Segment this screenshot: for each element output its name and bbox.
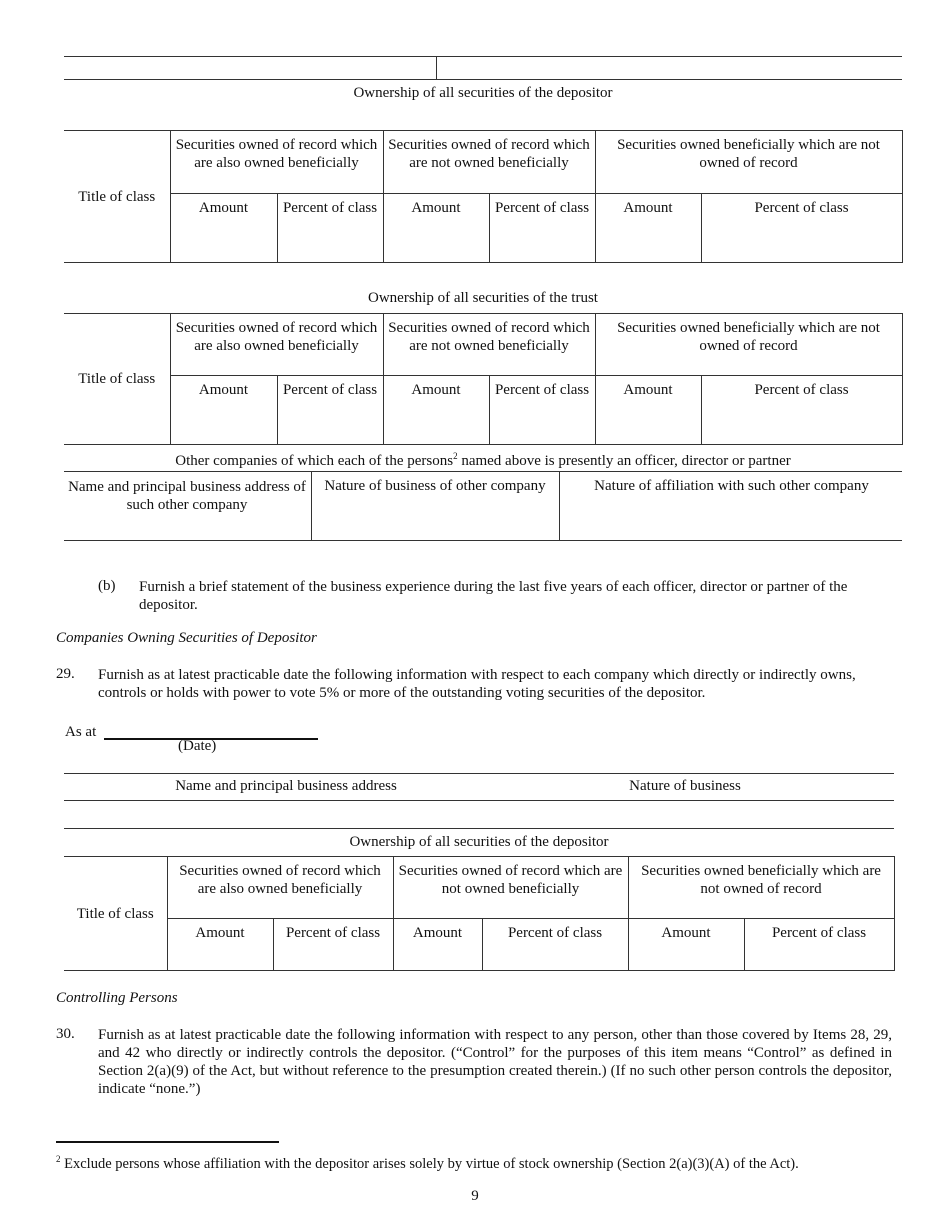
amount-header: Amount: [383, 194, 489, 263]
nature-of-business-header: Nature of business: [629, 778, 741, 794]
group-header: Securities owned of record which are also owned beneficially: [170, 314, 383, 376]
divider: [64, 540, 902, 541]
table-caption: Ownership of all securities of the trust: [368, 290, 598, 306]
percent-header: Percent of class: [277, 376, 383, 445]
divider: [436, 56, 437, 79]
page-number: 9: [471, 1188, 479, 1204]
group-header: Securities owned beneficially which are not owned of record: [595, 314, 902, 376]
table-caption: Ownership of all securities of the depositor: [349, 834, 609, 850]
group-header: Securities owned beneficially which are not owned of record: [628, 857, 894, 919]
footnote-ref: 2: [453, 451, 458, 461]
title-of-class-header: Title of class: [64, 857, 167, 971]
divider: [64, 56, 902, 57]
divider: [64, 800, 894, 801]
item-number: 29.: [56, 666, 75, 682]
item-text: Furnish as at latest practicable date the following information with respect to any person, other than those covered by Items 28, 29, and 42 who directly or indirectly controls the depositor. (“Control” for the purposes of this item means “Control” as defined in Section 2(a)(9) of the Act, but without reference to the presumption created therein.) (If no such other person controls the depositor, indicate “none.”): [98, 1027, 892, 1097]
percent-header: Percent of class: [701, 194, 902, 263]
item-number: 30.: [56, 1026, 75, 1042]
percent-header: Percent of class: [701, 376, 902, 445]
caption-text: Other companies of which each of the persons: [175, 453, 454, 469]
title-of-class-header: Title of class: [64, 314, 170, 445]
percent-header: Percent of class: [482, 919, 628, 971]
section-heading: Companies Owning Securities of Depositor: [56, 630, 317, 646]
percent-header: Percent of class: [273, 919, 393, 971]
other-companies-caption: [64, 451, 902, 470]
table-caption: Ownership of all securities of the depositor: [353, 85, 613, 101]
divider: [64, 773, 894, 774]
title-of-class-header: Title of class: [64, 131, 170, 263]
divider: [64, 79, 902, 80]
group-header: Securities owned of record which are not owned beneficially: [383, 131, 595, 194]
footnote-separator: [56, 1141, 279, 1143]
other-company-name-header: Name and principal business address of such other company: [68, 479, 306, 513]
amount-header: Amount: [393, 919, 482, 971]
amount-header: Amount: [595, 376, 701, 445]
percent-header: Percent of class: [489, 376, 595, 445]
item-label: (b): [98, 578, 116, 594]
item-text: Furnish as at latest practicable date the following information with respect to each company which directly or indirectly owns, controls or holds with power to vote 5% or more of the outstanding voting securities of the depositor.: [98, 667, 856, 701]
divider: [559, 471, 560, 540]
group-header: Securities owned beneficially which are not owned of record: [595, 131, 902, 194]
section-heading: Controlling Persons: [56, 990, 178, 1006]
date-caption: (Date): [178, 738, 217, 754]
percent-header: Percent of class: [277, 194, 383, 263]
group-header: Securities owned of record which are also owned beneficially: [167, 857, 393, 919]
item29-ownership-table: [64, 856, 895, 971]
depositor-ownership-table: [64, 130, 903, 263]
divider: [64, 828, 894, 829]
amount-header: Amount: [170, 194, 277, 263]
footnote: [56, 1154, 799, 1173]
group-header: Securities owned of record which are also owned beneficially: [170, 131, 383, 194]
amount-header: Amount: [628, 919, 744, 971]
footnote-number: 2: [56, 1154, 61, 1164]
caption-text: named above is presently an officer, director or partner: [457, 453, 791, 469]
footnote-text: Exclude persons whose affiliation with the depositor arises solely by virtue of stock ownership (Section 2(a)(3)(A) of the Act).: [60, 1155, 799, 1172]
other-company-business-header: Nature of business of other company: [324, 478, 546, 494]
as-at-label: As at: [65, 724, 97, 740]
amount-header: Amount: [167, 919, 273, 971]
divider: [311, 471, 312, 540]
other-company-affiliation-header: Nature of affiliation with such other company: [594, 478, 869, 494]
amount-header: Amount: [595, 194, 701, 263]
divider: [64, 471, 902, 472]
amount-header: Amount: [170, 376, 277, 445]
amount-header: Amount: [383, 376, 489, 445]
percent-header: Percent of class: [489, 194, 595, 263]
trust-ownership-table: [64, 313, 903, 445]
group-header: Securities owned of record which are not owned beneficially: [393, 857, 628, 919]
name-address-header: Name and principal business address: [175, 778, 397, 794]
item-text: Furnish a brief statement of the business experience during the last five years of each officer, director or partner of the depositor.: [139, 579, 848, 613]
percent-header: Percent of class: [744, 919, 894, 971]
group-header: Securities owned of record which are not owned beneficially: [383, 314, 595, 376]
